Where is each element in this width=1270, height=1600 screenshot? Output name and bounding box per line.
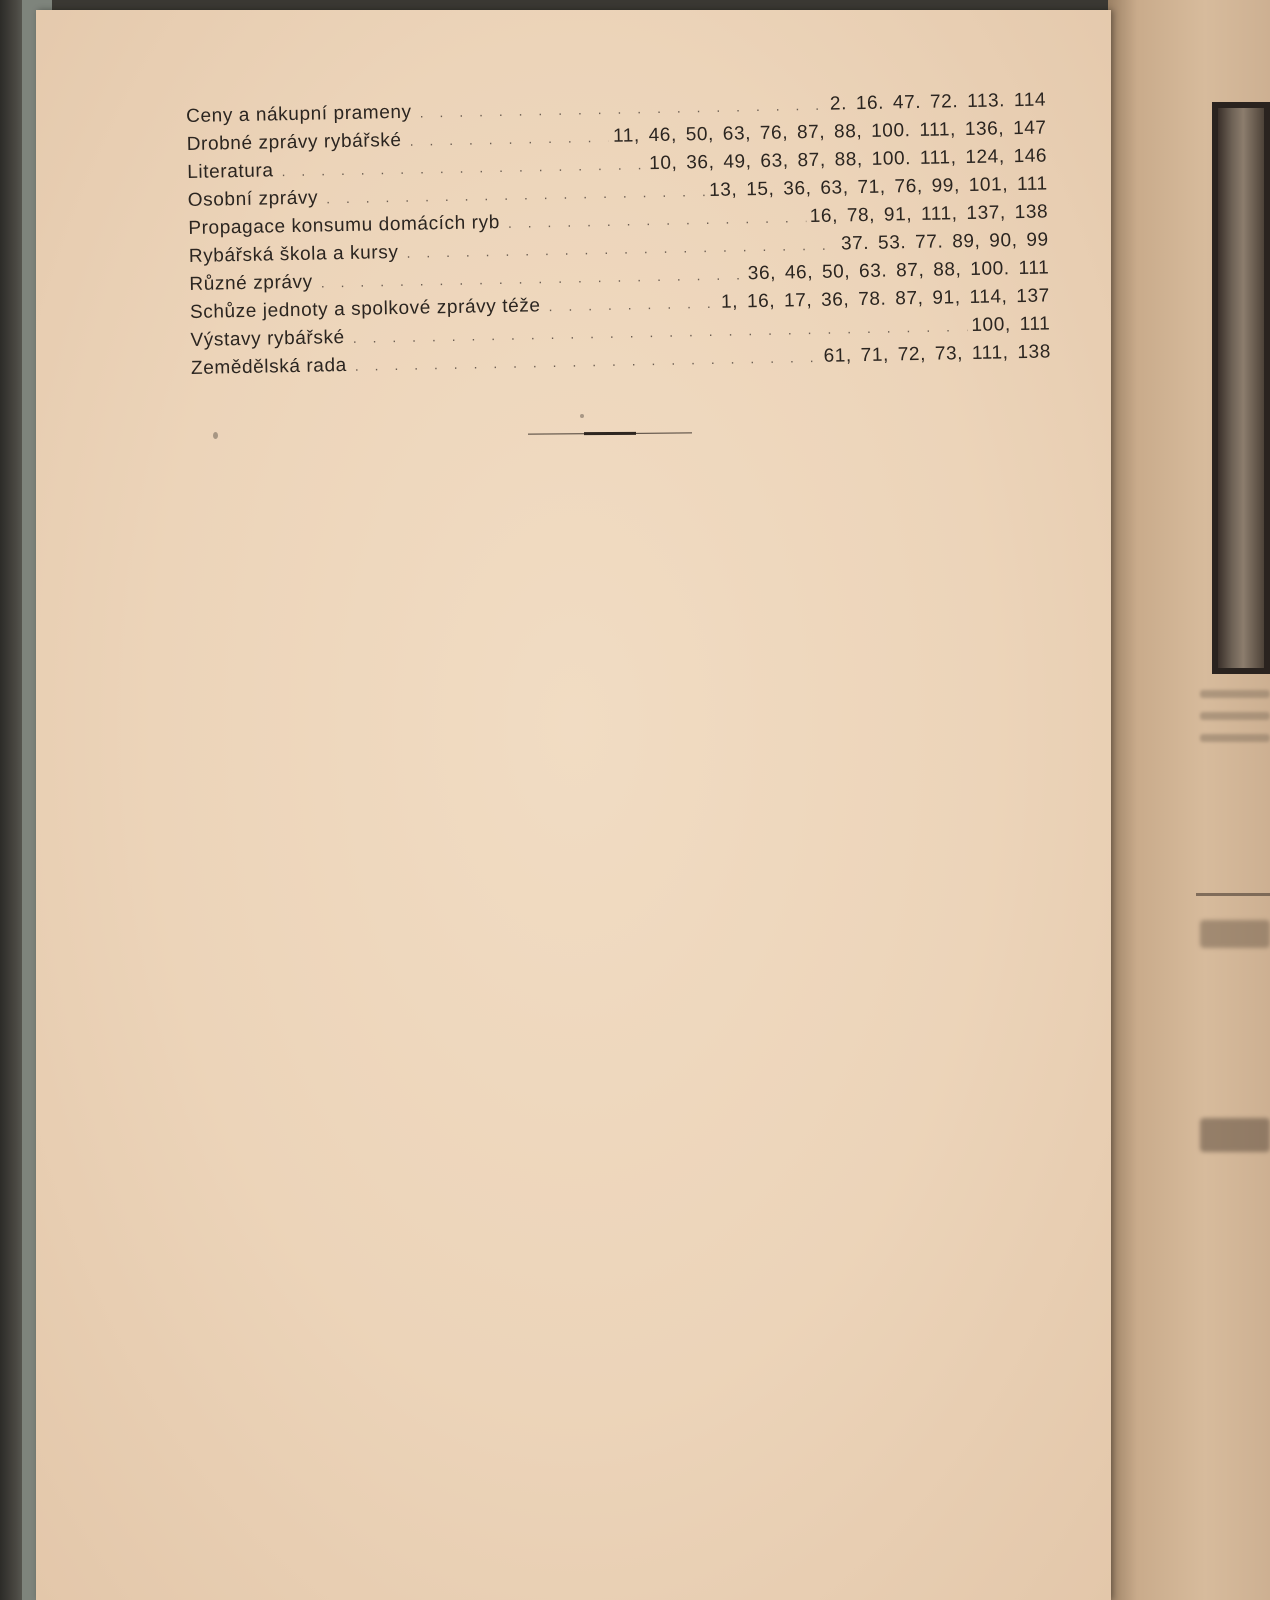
adjacent-page-photo [1212, 102, 1270, 674]
index-term: Zemědělská rada [190, 354, 348, 379]
index-term: Literatura [187, 160, 274, 183]
index-pages: 10, 36, 49, 63, 87, 88, 100. 111, 124, 146 [648, 145, 1048, 175]
adjacent-page-heading [1200, 920, 1270, 948]
dot-leader [355, 349, 820, 374]
dot-leader [406, 237, 837, 261]
paper-speck [580, 414, 584, 418]
subject-index [186, 89, 1051, 385]
index-term: Drobné zprávy rybářské [186, 129, 402, 155]
dot-leader [409, 129, 609, 149]
dot-leader [326, 183, 705, 206]
index-term: Výstavy rybářské [190, 326, 345, 351]
index-term: Osobní zprávy [187, 187, 319, 211]
index-pages: 11, 46, 50, 63, 76, 87, 88, 100. 111, 136, 147 [612, 117, 1047, 147]
index-pages: 1, 16, 17, 36, 78. 87, 91, 114, 137 [720, 285, 1051, 313]
index-pages: 13, 15, 36, 63, 71, 76, 99, 101, 111 [708, 173, 1048, 201]
index-pages: 37. 53. 77. 89, 90, 99 [840, 229, 1049, 255]
index-pages: 100, 111 [971, 313, 1051, 336]
index-term: Schůze jednoty a spolkové zprávy téže [189, 295, 541, 323]
index-term: Různé zprávy [189, 271, 313, 295]
dot-leader [508, 209, 806, 231]
adjacent-page-heading-2 [1200, 1118, 1270, 1152]
adjacent-page-rule [1196, 893, 1270, 896]
dot-leader [420, 97, 827, 121]
index-pages: 2. 16. 47. 72. 113. 114 [829, 89, 1047, 115]
index-term: Propagace konsumu domácích ryb [188, 211, 501, 239]
index-pages: 36, 46, 50, 63. 87, 88, 100. 111 [747, 257, 1050, 285]
paper-speck [213, 432, 218, 439]
dot-leader [548, 295, 717, 314]
dot-leader [321, 266, 744, 290]
index-term: Ceny a nákupní prameny [186, 101, 412, 127]
adjacent-page-text [1200, 690, 1270, 756]
dot-leader [281, 156, 645, 179]
index-pages: 16, 78, 91, 111, 137, 138 [809, 201, 1049, 228]
index-pages: 61, 71, 72, 73, 111, 138 [823, 341, 1052, 367]
index-term: Rybářská škola a kursy [188, 241, 399, 267]
